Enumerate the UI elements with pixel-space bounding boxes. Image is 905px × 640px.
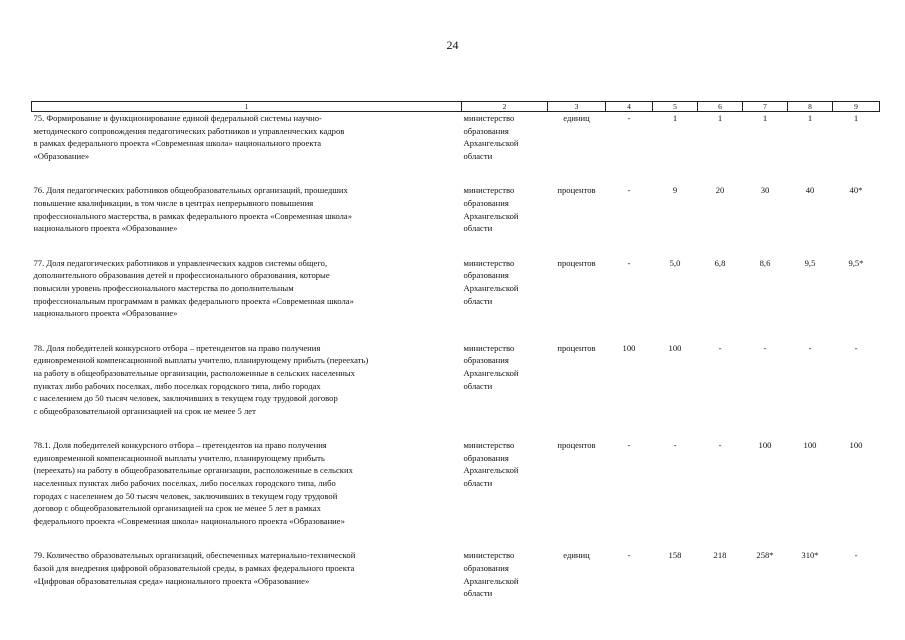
unit-cell: процентов: [557, 342, 596, 353]
column-header: 3: [548, 102, 606, 112]
indicator-name-cell: [32, 184, 462, 234]
indicator-name-line: населенных пунктах либо рабочих поселках, либо поселках городского типа, либо: [33, 478, 336, 489]
value-cell: 100: [622, 342, 636, 353]
responsible-line: министерство: [463, 257, 515, 268]
indicator-name-line: методического сопровождения педагогических работников и управленческих кадров: [33, 125, 345, 136]
indicator-name-line: федерального проекта «Современная школа» национального проекта «Образование»: [33, 515, 345, 526]
value-cell: 1: [807, 113, 813, 123]
responsible-cell: [462, 184, 548, 234]
spacer-cell: [32, 235, 880, 257]
indicator-name-line: «Образование»: [33, 150, 90, 161]
indicator-name-line: национального проекта «Образование»: [33, 308, 178, 319]
row-spacer: [32, 162, 880, 184]
responsible-line: образования: [463, 452, 509, 463]
responsible-cell: [462, 342, 548, 418]
value-cell: 1: [717, 113, 723, 123]
responsible-cell: [462, 257, 548, 320]
indicators-table: [31, 101, 880, 600]
responsible-cell: [462, 112, 548, 163]
value-cell: -: [627, 440, 631, 451]
table-row: [32, 257, 880, 320]
value-cell: 9,5*: [848, 257, 864, 268]
responsible-line: министерство: [463, 342, 515, 353]
value-cell: -: [854, 550, 858, 561]
responsible-line: Архангельской: [463, 465, 519, 476]
responsible-line: Архангельской: [463, 138, 519, 149]
indicator-name-line: единовременной компенсационной выплаты учителю, планирующему прибыть: [33, 452, 325, 463]
value-cell: 100: [668, 342, 682, 353]
indicator-name-line: профессиональным программам в рамках федерального проекта «Современная школа»: [33, 295, 354, 306]
value-cell: 6,8: [714, 257, 726, 268]
responsible-cell: [462, 439, 548, 527]
indicator-name-line: 77. Доля педагогических работников и управленческих кадров системы общего,: [33, 257, 328, 268]
indicator-name-line: договор с общеобразовательной организацией на срок не менее 5 лет в рамках: [33, 503, 321, 514]
row-spacer: [32, 320, 880, 342]
value-cell: 258*: [756, 550, 774, 561]
value-cell: 5,0: [669, 257, 681, 268]
table-row: [32, 549, 880, 599]
responsible-line: министерство: [463, 440, 515, 451]
table-row: [32, 342, 880, 418]
spacer-cell: [32, 417, 880, 439]
column-header: 8: [788, 102, 833, 112]
indicator-name-line: дополнительного образования детей и профессионального образования, которые: [33, 270, 330, 281]
indicator-name-line: 79. Количество образовательных организаций, обеспеченных материально-технической: [33, 550, 356, 561]
column-number-header: [32, 102, 880, 112]
indicator-name-line: 76. Доля педагогических работников общеобразовательных организаций, прошедших: [33, 185, 348, 196]
value-cell: -: [718, 342, 722, 353]
table-body: [32, 112, 880, 600]
page-number: 24: [446, 38, 459, 52]
indicator-name-line: 75. Формирование и функционирование единой федеральной системы научно-: [33, 113, 322, 123]
row-spacer: [32, 417, 880, 439]
unit-cell: единиц: [563, 550, 590, 561]
value-cell: -: [854, 342, 858, 353]
indicator-name-cell: [32, 112, 462, 163]
indicator-name-line: с общеобразовательной организацией на срок не менее 5 лет: [33, 405, 256, 416]
responsible-line: образования: [463, 270, 509, 281]
spacer-cell: [32, 162, 880, 184]
value-cell: -: [627, 257, 631, 268]
indicator-name-line: повысили уровень профессионального мастерства по дополнительным: [33, 282, 294, 293]
value-cell: 1: [853, 113, 859, 123]
table-row: [32, 439, 880, 527]
value-cell: 8,6: [759, 257, 771, 268]
unit-cell: процентов: [557, 257, 596, 268]
value-cell: 218: [713, 550, 727, 561]
column-header: 4: [606, 102, 653, 112]
responsible-line: Архангельской: [463, 367, 519, 378]
column-header: 7: [743, 102, 788, 112]
indicator-name-line: «Цифровая образовательная среда» национального проекта «Образование»: [33, 575, 310, 586]
responsible-line: министерство: [463, 113, 515, 123]
column-header: 2: [462, 102, 548, 112]
value-cell: 310*: [801, 550, 819, 561]
row-spacer: [32, 235, 880, 257]
value-cell: 100: [849, 440, 863, 451]
value-cell: 9: [672, 185, 678, 196]
table-row: [32, 112, 880, 163]
value-cell: -: [627, 185, 631, 196]
value-cell: 158: [668, 550, 682, 561]
responsible-line: Архангельской: [463, 210, 519, 221]
value-cell: 40: [805, 185, 815, 196]
indicator-name-line: повышение квалификации, в том числе в центрах непрерывного повышения: [33, 197, 314, 208]
indicator-name-cell: [32, 549, 462, 599]
indicator-name-line: на работу в общеобразовательные организации, расположенные в сельских населенных: [33, 367, 355, 378]
responsible-line: области: [463, 588, 493, 599]
value-cell: -: [763, 342, 767, 353]
responsible-line: Архангельской: [463, 575, 519, 586]
indicator-name-line: национального проекта «Образование»: [33, 223, 178, 234]
responsible-line: министерство: [463, 185, 515, 196]
indicator-name-line: с населением до 50 тысяч человек, заключивших в текущем году трудовой договор: [33, 393, 338, 404]
indicator-name-cell: [32, 257, 462, 320]
responsible-line: образования: [463, 197, 509, 208]
responsible-line: области: [463, 478, 493, 489]
value-cell: 100: [758, 440, 772, 451]
value-cell: 40*: [849, 185, 863, 196]
value-cell: -: [673, 440, 677, 451]
unit-cell: процентов: [557, 185, 596, 196]
column-header: 5: [653, 102, 698, 112]
responsible-line: области: [463, 295, 493, 306]
value-cell: -: [808, 342, 812, 353]
unit-cell: процентов: [557, 440, 596, 451]
value-cell: 30: [760, 185, 770, 196]
responsible-line: образования: [463, 125, 509, 136]
responsible-line: области: [463, 223, 493, 234]
value-cell: -: [627, 113, 631, 123]
column-header: 9: [833, 102, 880, 112]
value-cell: 1: [762, 113, 768, 123]
indicator-name-line: (переехать) на работу в общеобразовательные организации, расположенные в сельских: [33, 465, 353, 476]
indicator-name-line: 78.1. Доля победителей конкурсного отбора – претендентов на право получения: [33, 440, 327, 451]
value-cell: 20: [715, 185, 725, 196]
row-spacer: [32, 527, 880, 549]
unit-cell: единиц: [563, 113, 590, 123]
value-cell: -: [718, 440, 722, 451]
responsible-line: образования: [463, 355, 509, 366]
responsible-line: образования: [463, 563, 509, 574]
responsible-line: министерство: [463, 550, 515, 561]
indicator-name-line: городах с населением до 50 тысяч человек, заключивших в текущем году трудовой: [33, 490, 338, 501]
spacer-cell: [32, 527, 880, 549]
responsible-cell: [462, 549, 548, 599]
indicator-name-cell: [32, 439, 462, 527]
indicator-name-line: единовременной компенсационной выплаты учителю, планирующему прибыть (переехать): [33, 355, 369, 366]
indicator-name-line: в рамках федерального проекта «Современная школа» национального проекта: [33, 138, 322, 149]
spacer-cell: [32, 320, 880, 342]
indicator-name-line: 78. Доля победителей конкурсного отбора – претендентов на право получения: [33, 342, 321, 353]
value-cell: 100: [803, 440, 817, 451]
column-header: 1: [32, 102, 462, 112]
value-cell: 1: [672, 113, 678, 123]
responsible-line: области: [463, 380, 493, 391]
value-cell: -: [627, 550, 631, 561]
indicator-name-line: пунктах либо рабочих поселках, либо поселках городского типа, либо городах: [33, 380, 321, 391]
responsible-line: Архангельской: [463, 282, 519, 293]
value-cell: 9,5: [804, 257, 816, 268]
column-header: 6: [698, 102, 743, 112]
responsible-line: области: [463, 150, 493, 161]
table-row: [32, 184, 880, 234]
indicator-name-line: профессионального мастерства, в рамках федерального проекта «Современная школа»: [33, 210, 353, 221]
indicator-name-cell: [32, 342, 462, 418]
indicator-name-line: базой для внедрения цифровой образовательной среды, в рамках федерального проекта: [33, 563, 355, 574]
